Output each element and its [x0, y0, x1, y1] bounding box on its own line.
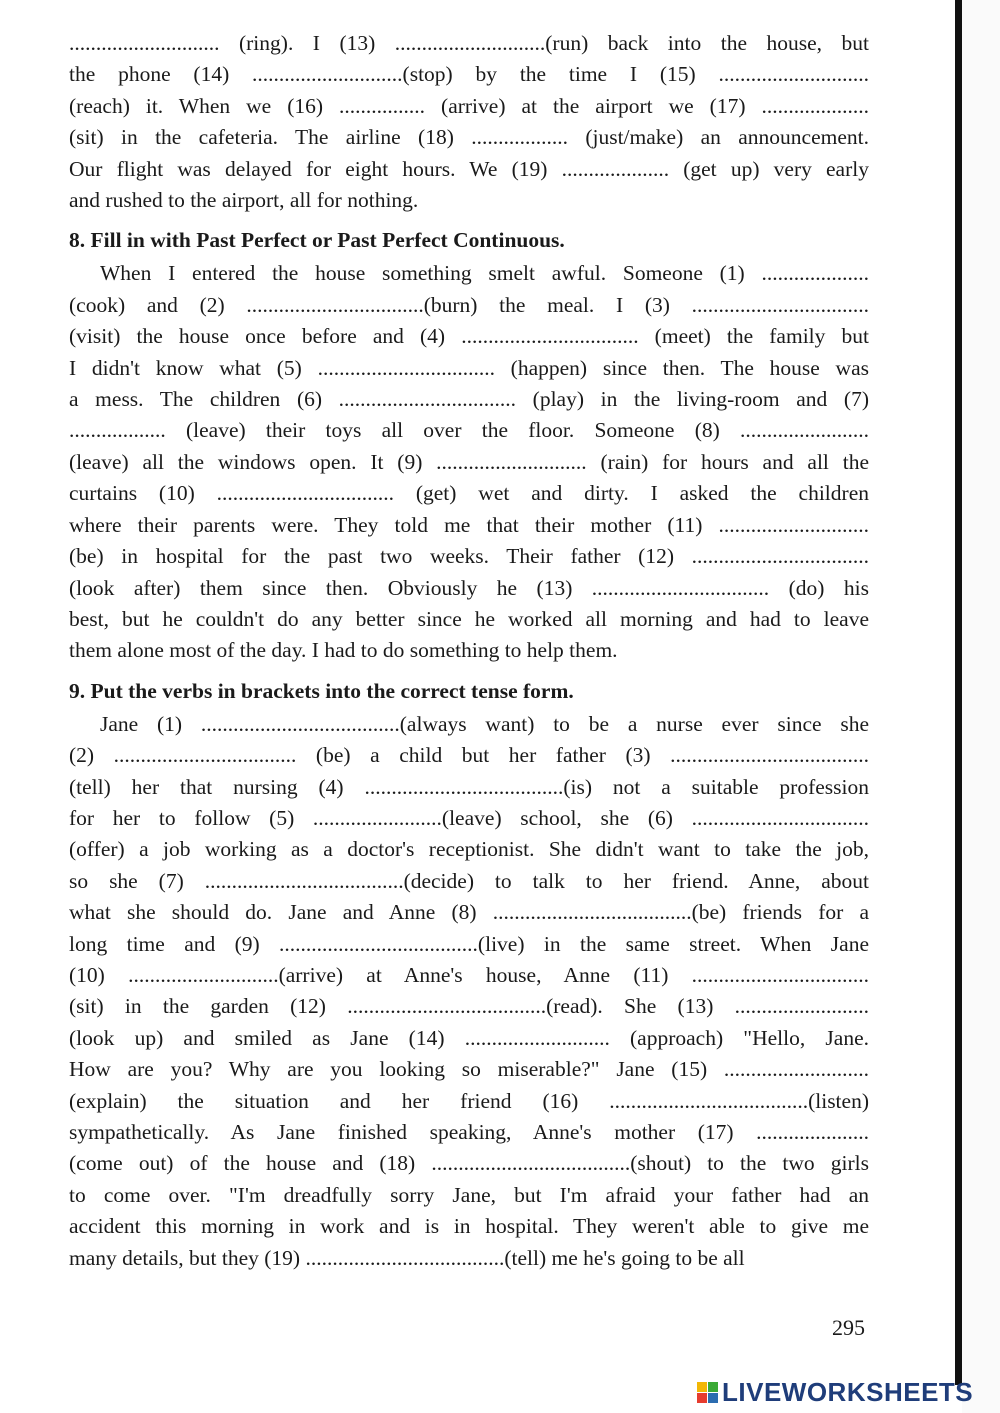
- worksheet-content: [69, 28, 869, 1274]
- text-line: (2) .................................. (be) a child but her father (3) .....................................: [69, 743, 869, 768]
- page-margin: [962, 0, 1000, 1413]
- text-line: .................. (leave) their toys all over the floor. Someone (8) ........................: [69, 418, 869, 443]
- text-line: How are you? Why are you looking so miserable?" Jane (15) ...........................: [69, 1057, 869, 1082]
- text-line: (reach) it. When we (16) ................ (arrive) at the airport we (17) ....................: [69, 93, 869, 118]
- text-line: long time and (9) .....................................(live) in the same street. When Jane: [69, 931, 869, 956]
- text-line: (offer) a job working as a doctor's receptionist. She didn't want to take the job,: [69, 837, 869, 862]
- text-line: (10) ............................(arrive) at Anne's house, Anne (11) .................................: [69, 962, 869, 987]
- text-line: sympathetically. As Jane finished speaking, Anne's mother (17) .....................: [69, 1120, 869, 1144]
- text-line: best, but he couldn't do any better since he worked all morning and had to leave: [69, 606, 869, 631]
- exercise-9-text: [69, 709, 869, 1274]
- text-line: so she (7) .....................................(decide) to talk to her friend. Anne, about: [69, 868, 869, 893]
- text-line: (look up) and smiled as Jane (14) ........................... (approach) "Hello, Jane.: [69, 1025, 869, 1050]
- text-line: (explain) the situation and her friend (16) .....................................(listen): [69, 1088, 869, 1113]
- text-line: curtains (10) ................................. (get) wet and dirty. I asked the children: [69, 481, 869, 506]
- exercise-8-text: [69, 258, 869, 666]
- text-line: (visit) the house once before and (4) ................................. (meet) the family but: [69, 324, 869, 349]
- text-line: (tell) her that nursing (4) .....................................(is) not a suitable profession: [69, 774, 869, 799]
- brand-name: LIVEWORKSHEETS: [722, 1376, 974, 1407]
- exercise-8-heading: 8. Fill in with Past Perfect or Past Perfect Continuous.: [69, 228, 565, 253]
- text-line: many details, but they (19) .....................................(tell) me he's going to be all: [69, 1245, 745, 1270]
- text-line: I didn't know what (5) ................................. (happen) since then. The house was: [69, 355, 869, 380]
- text-line: (sit) in the cafeteria. The airline (18) .................. (just/make) an announcement.: [69, 125, 869, 150]
- text-line: Jane (1) .....................................(always want) to be a nurse ever since she: [100, 711, 869, 736]
- text-line: a mess. The children (6) ................................. (play) in the living-room and (7): [69, 387, 869, 412]
- page-number: 295: [832, 1315, 865, 1340]
- text-line: (come out) of the house and (18) .....................................(shout) to the two girls: [69, 1151, 869, 1176]
- text-line: to come over. "I'm dreadfully sorry Jane, but I'm afraid your father had an: [69, 1182, 869, 1207]
- exercise-7-continuation: [69, 28, 869, 216]
- text-line: ............................ (ring). I (13) ............................(run) back into the house, but: [69, 31, 869, 55]
- text-line: (be) in hospital for the past two weeks. Their father (12) .................................: [69, 544, 869, 569]
- text-line: and rushed to the airport, all for nothing.: [69, 188, 419, 213]
- text-line: When I entered the house something smelt awful. Someone (1) ....................: [100, 261, 869, 286]
- text-line: what she should do. Jane and Anne (8) .....................................(be) friends for a: [69, 900, 869, 925]
- text-line: for her to follow (5) ........................(leave) school, she (6) .................................: [69, 805, 869, 830]
- text-line: (leave) all the windows open. It (9) ............................ (rain) for hours and all the: [69, 449, 869, 474]
- exercise-9-heading: 9. Put the verbs in brackets into the correct tense form.: [69, 678, 574, 703]
- liveworksheets-logo-icon: [697, 1382, 718, 1403]
- text-line: Our flight was delayed for eight hours. We (19) .................... (get up) very early: [69, 156, 869, 181]
- text-line: accident this morning in work and is in hospital. They weren't able to give me: [69, 1214, 869, 1239]
- text-line: (cook) and (2) .................................(burn) the meal. I (3) .................................: [69, 292, 869, 317]
- scan-edge-bar: [955, 0, 962, 1385]
- text-line: (sit) in the garden (12) .....................................(read). She (13) .........................: [69, 994, 869, 1019]
- text-line: where their parents were. They told me that their mother (11) ............................: [69, 512, 869, 537]
- liveworksheets-brand[interactable]: [697, 1377, 973, 1407]
- text-line: them alone most of the day. I had to do something to help them.: [69, 638, 618, 663]
- text-line: (look after) them since then. Obviously he (13) ................................. (do) his: [69, 575, 869, 600]
- text-line: the phone (14) ............................(stop) by the time I (15) ............................: [69, 62, 869, 87]
